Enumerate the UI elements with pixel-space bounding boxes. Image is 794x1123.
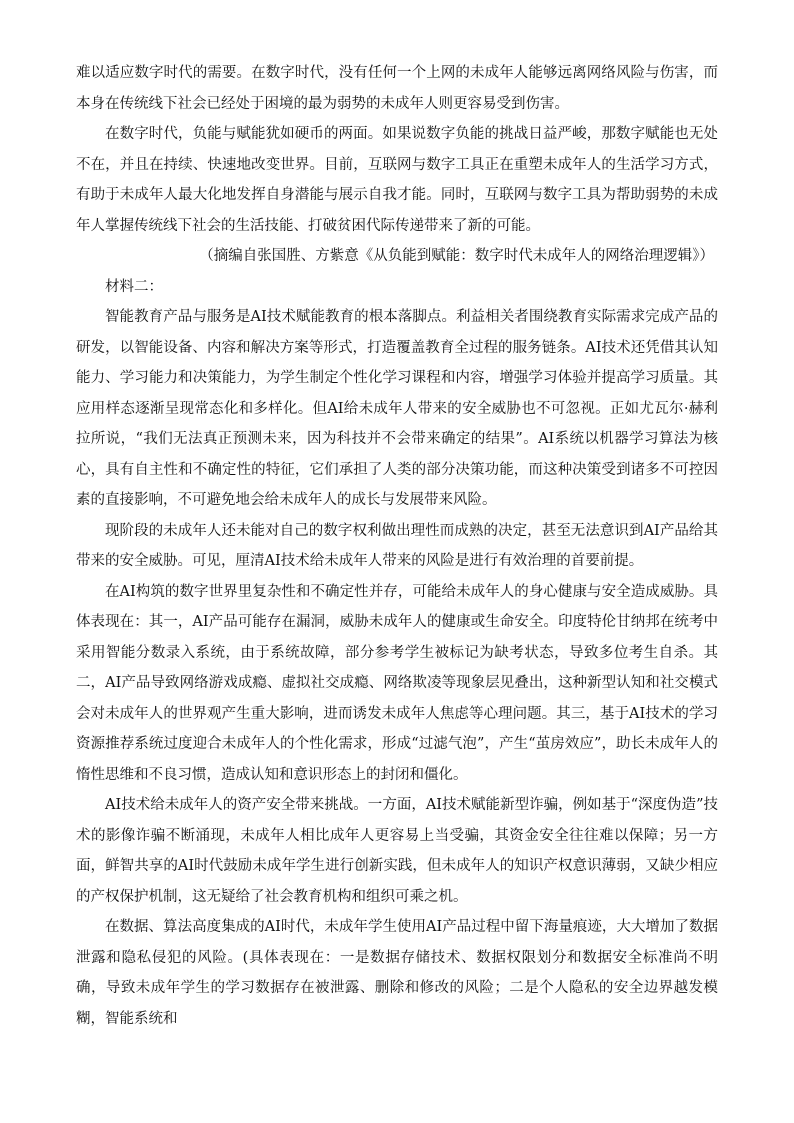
body-paragraph: 在数据、算法高度集成的AI时代，未成年学生使用AI产品过程中留下海量痕迹，大大增加了数据泄露和隐私侵犯的风险。(具体表现在：一是数据存储技术、数据权限划分和数据安全标准尚不明确，导致未成年学生的学习数据存在被泄露、删除和修改的风险；二是个人隐私的安全边界越发模糊，智能系统和 [76,919,718,1027]
body-paragraph: 现阶段的未成年人还未能对自己的数字权利做出理性而成熟的决定，甚至无法意识到AI产品给其带来的安全威胁。可见，厘清AI技术给未成年人带来的风险是进行有效治理的首要前提。 [76,522,718,569]
source-citation: （摘编自张国胜、方紫意《从负能到赋能：数字时代未成年人的网络治理逻辑》） [199,248,714,264]
body-paragraph: 在AI构筑的数字世界里复杂性和不确定性并存，可能给未成年人的身心健康与安全造成威胁。具体表现在：其一，AI产品可能存在漏洞，威胁未成年人的健康或生命安全。印度特伦甘纳邦在统考中采用智能分数录入系统，由于系统故障，部分参考学生被标记为缺考状态，导致多位考生自杀。其二，AI产品导致网络游戏成瘾、虚拟社交成瘾、网络欺凌等现象层见叠出，这种新型认知和社交模式会对未成年人的世界观产生重大影响，进而诱发未成年人焦虑等心理问题。其三，基于AI技术的学习资源推荐系统过度迎合未成年人的个性化需求，形成“过滤气泡”，产生“茧房效应”，助长未成年人的惰性思维和不良习惯，造成认知和意识形态上的封闭和僵化。 [76,583,718,783]
body-paragraph: 难以适应数字时代的需要。在数字时代，没有任何一个上网的未成年人能够远离网络风险与伤害，而本身在传统线下社会已经处于困境的最为弱势的未成年人则更容易受到伤害。 [76,65,718,112]
material-label: 材料二： [105,278,163,295]
body-paragraph: AI技术给未成年人的资产安全带来挑战。一方面，AI技术赋能新型诈骗，例如基于“深度伪造”技术的影像诈骗不断涌现，未成年人相比成年人更容易上当受骗，其资金安全往往难以保障；另一方面，鲜智共享的AI时代鼓励未成年学生进行创新实践，但未成年人的知识产权意识薄弱，又缺少相应的产权保护机制，这无疑给了社会教育机构和组织可乘之机。 [76,797,718,905]
body-paragraph: 智能教育产品与服务是AI技术赋能教育的根本落脚点。利益相关者围绕教育实际需求完成产品的研发，以智能设备、内容和解决方案等形式，打造覆盖教育全过程的服务链条。AI技术还凭借其认知能力、学习能力和决策能力，为学生制定个性化学习课程和内容，增强学习体验并提高学习质量。其应用样态逐渐呈现常态化和多样化。但AI给未成年人带来的安全威胁也不可忽视。正如尤瓦尔·赫利拉所说，“我们无法真正预测未来，因为科技并不会带来确定的结果”。AI系统以机器学习算法为核心，具有自主性和不确定性的特征，它们承担了人类的部分决策功能，而这种决策受到诸多不可控因素的直接影响，不可避免地会给未成年人的成长与发展带来风险。 [76,309,718,508]
body-paragraph: 在数字时代，负能与赋能犹如硬币的两面。如果说数字负能的挑战日益严峻，那数字赋能也无处不在，并且在持续、快速地改变世界。目前，互联网与数字工具正在重塑未成年人的生活学习方式，有助于未成年人最大化地发挥自身潜能与展示自我才能。同时，互联网与数字工具为帮助弱势的未成年人掌握传统线下社会的生活技能、打破贫困代际传递带来了新的可能。 [76,126,718,234]
